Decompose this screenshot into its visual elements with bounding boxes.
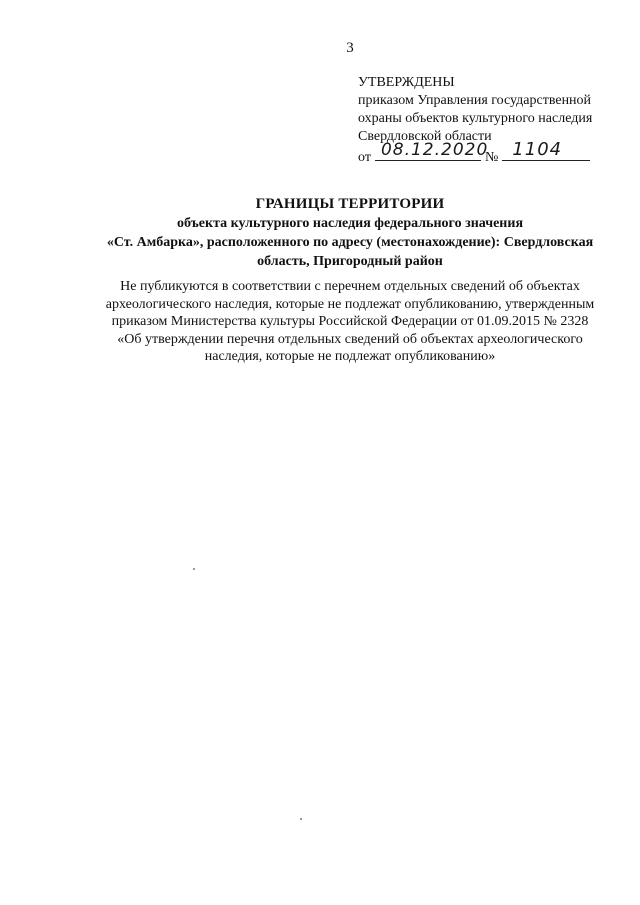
number-prefix: № <box>484 150 499 165</box>
body-line-5: наследия, которые не подлежат опубликованию» <box>204 349 496 365</box>
body-line-1: Не публикуются в соответствии с перечнем отдельных сведений об объектах <box>120 279 580 294</box>
document-title: ГРАНИЦЫ ТЕРРИТОРИИ <box>255 196 445 212</box>
handwritten-number: 1104 <box>512 139 563 160</box>
body-line-4: «Об утверждении перечня отдельных сведений об объектах археологического <box>117 331 583 347</box>
body-line-2: археологического наследия, которые не подлежат опубликованию, утвержденным <box>105 296 595 312</box>
approval-stamp-block <box>358 74 592 166</box>
approval-line-3: Свердловской области <box>358 129 492 144</box>
approval-line-1: приказом Управления государственной <box>358 93 592 108</box>
date-prefix: от <box>358 150 371 165</box>
approval-date-number-line <box>358 139 592 166</box>
document-title-block <box>60 194 640 271</box>
document-subtitle-line-1: объекта культурного наследия федерального значения <box>176 216 524 231</box>
scan-speck <box>300 818 302 820</box>
date-blank <box>375 140 489 161</box>
scan-speck <box>193 568 195 570</box>
document-subtitle-line-3: область, Пригородный район <box>257 254 443 269</box>
page-number: 3 <box>346 40 354 56</box>
approval-line-2: охраны объектов культурного наследия <box>358 111 593 126</box>
handwritten-date: 08.12.2020 <box>380 140 489 160</box>
body-line-3: приказом Министерства культуры Российской Федерации от 01.09.2015 № 2328 <box>111 314 589 330</box>
approval-heading: УТВЕРЖДЕНЫ <box>358 75 455 90</box>
number-blank <box>502 139 590 161</box>
document-subtitle-line-2: «Ст. Амбарка», расположенного по адресу (местонахождение): Свердловская <box>106 235 594 250</box>
document-body-paragraph <box>80 278 620 366</box>
